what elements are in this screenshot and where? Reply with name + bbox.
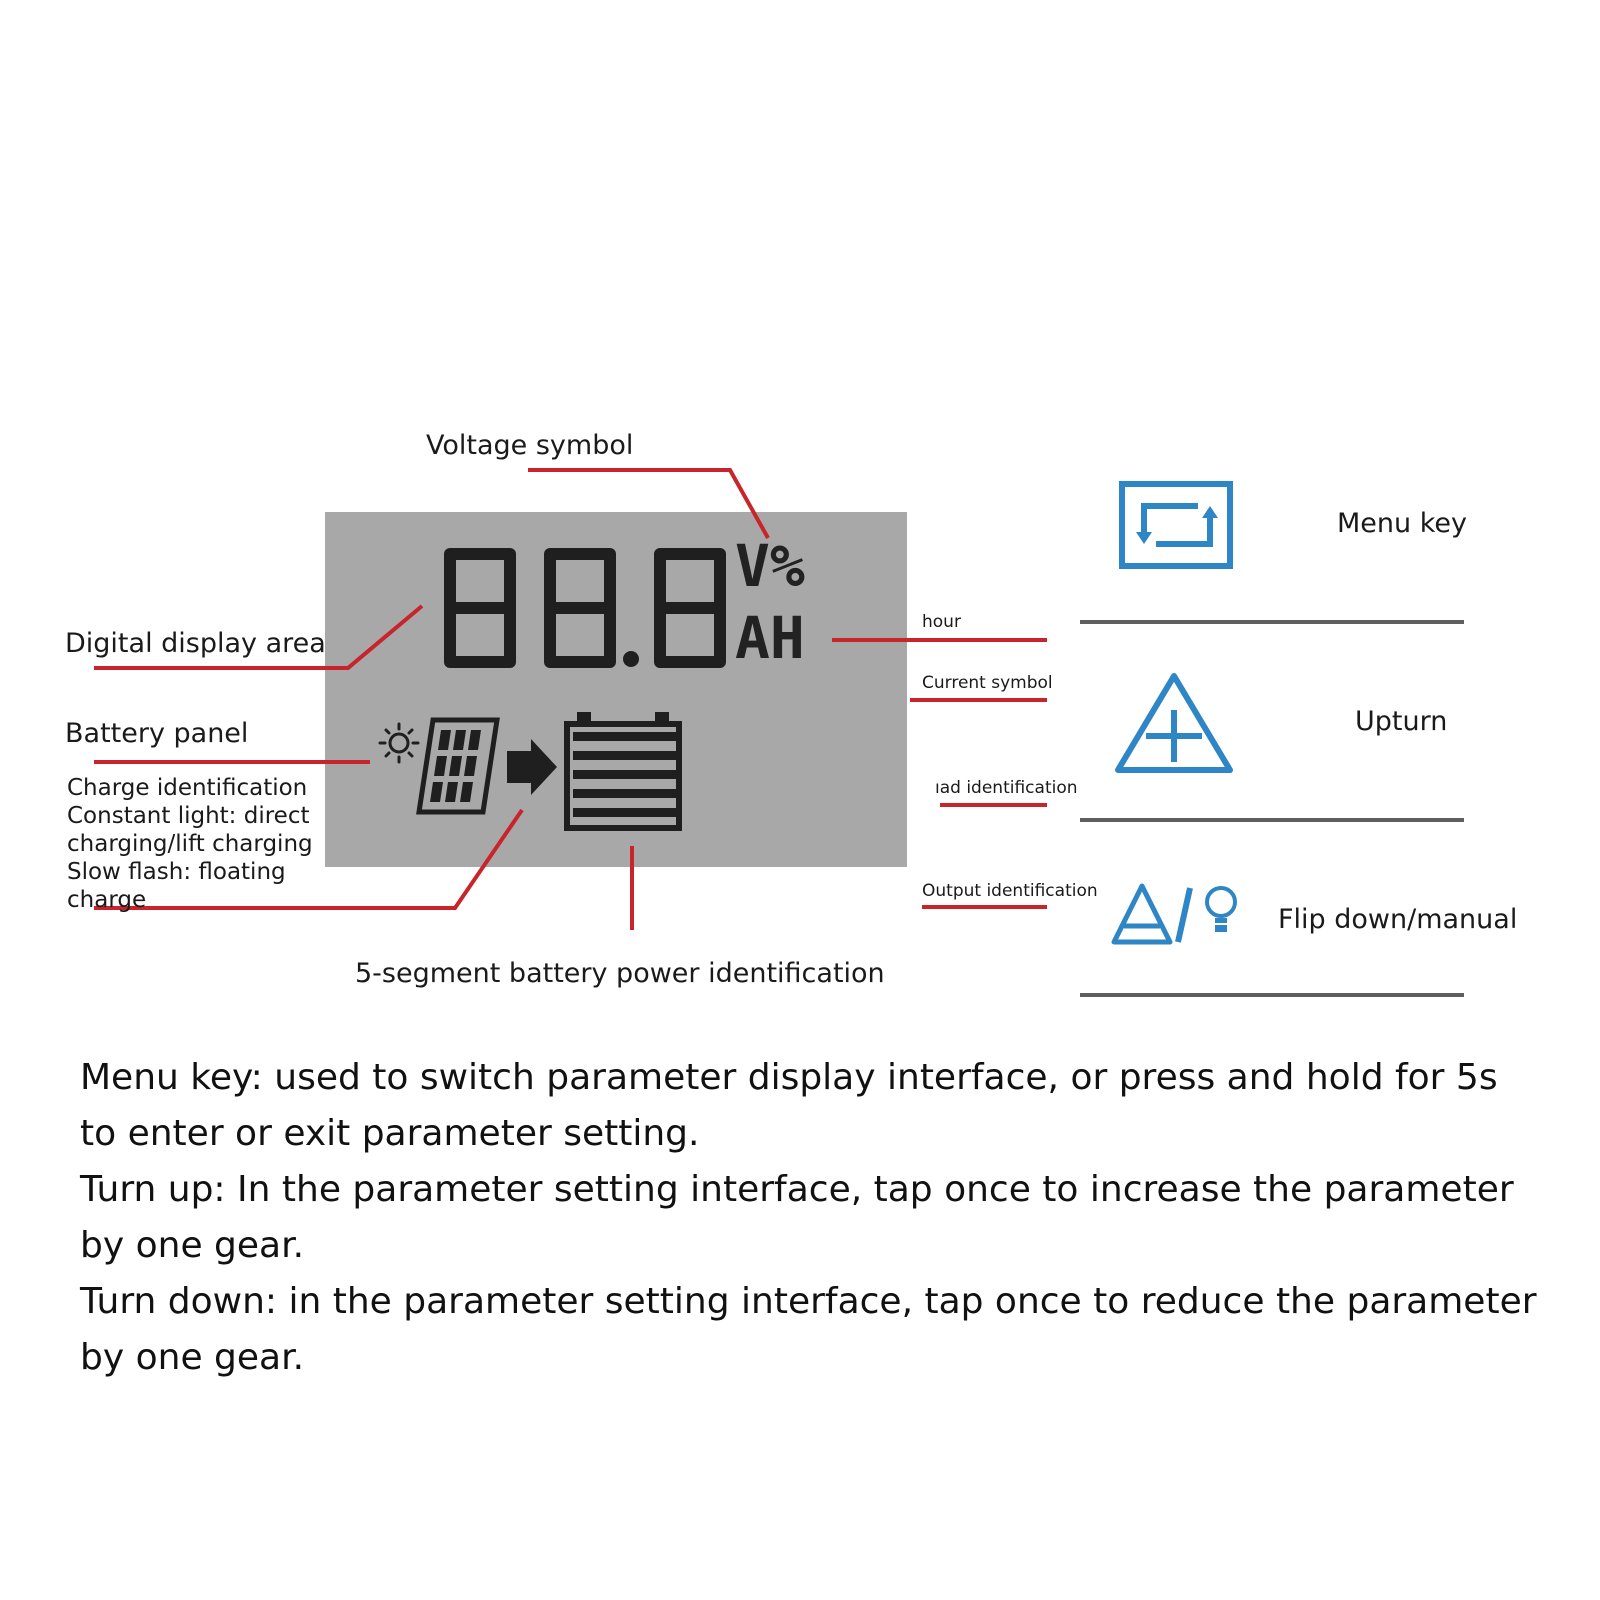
upturn-triangle-plus-icon[interactable] [1112, 670, 1236, 776]
description-turn-up: Turn up: In the parameter setting interface, tap once to increase the parameter by one gear. [80, 1169, 1514, 1266]
charge-line-2: Constant light: direct [67, 803, 310, 829]
battery-icon [563, 710, 693, 840]
flip-down-manual-icon[interactable] [1112, 880, 1252, 950]
description-turn-down: Turn down: in the parameter setting interface, tap once to reduce the parameter by one gear. [80, 1281, 1537, 1378]
description-block [80, 1050, 1540, 1386]
digital-readout [440, 520, 825, 694]
flip-down-manual-label: Flip down/manual [1278, 904, 1518, 935]
charge-line-4: Slow flash: floating [67, 859, 286, 885]
upturn-label: Upturn [1355, 706, 1448, 737]
charge-line-3: charging/lift charging [67, 831, 313, 857]
label-battery-panel: Battery panel [65, 718, 249, 749]
menu-key-icon[interactable] [1118, 480, 1234, 570]
label-output-identification: Output identification [922, 881, 1098, 901]
charge-arrow-icon [505, 737, 565, 797]
charge-line-5: charge [67, 887, 147, 913]
label-current-symbol: Current symbol [922, 673, 1053, 693]
label-load-identification: ıad identification [935, 778, 1078, 798]
unit-top: V% [735, 532, 805, 600]
menu-key-label: Menu key [1337, 508, 1467, 539]
solar-panel-icon [413, 712, 503, 822]
label-voltage-symbol: Voltage symbol [426, 430, 634, 461]
divider-1 [1080, 620, 1464, 624]
charge-line-1: Charge identification [67, 775, 308, 801]
label-hour: hour [922, 612, 961, 632]
label-digital-display-area: Digital display area [65, 628, 326, 659]
charge-identification-block [67, 774, 313, 914]
description-menu-key: Menu key: used to switch parameter display interface, or press and hold for 5s to enter or exit parameter setting. [80, 1057, 1498, 1154]
unit-bottom: AH [735, 604, 805, 672]
divider-3 [1080, 993, 1464, 997]
label-5-segment-battery: 5-segment battery power identification [355, 958, 885, 989]
divider-2 [1080, 818, 1464, 822]
